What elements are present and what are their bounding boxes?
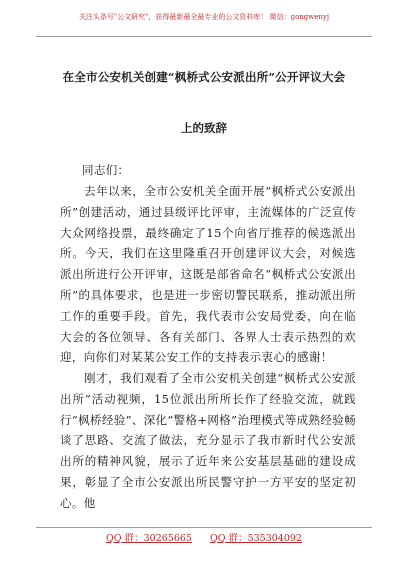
footer-qq-group-1: QQ 群：30265665 — [106, 533, 192, 544]
header-note: 关注头条号"公文研究"，获得最新最全最专业的公文资料库！ 微信：gongwenyj — [78, 13, 330, 21]
footer-divider — [36, 527, 372, 528]
footer — [0, 533, 408, 545]
salutation: 同志们： — [82, 163, 130, 177]
body-paragraph: 刚才，我们观看了全市公安机关创建“枫桥式公安派出所”活动视频，15位派出所所长作了经验交流，就践行“枫桥经验”、深化“警格+网格”治理模式等成熟经验畅谈了思路、交流了做法，充分显示了我市新时代公安派出所的精神风貌，展示了近年来公安基层基础的建设成果，彰显了全市公安派出所民警守护一方平安的坚定初心。他 — [60, 371, 356, 510]
document-title-continued: 上的致辞 — [181, 121, 227, 135]
header-divider — [36, 36, 372, 37]
document-title: 在全市公安机关创建“枫桥式公安派出所”公开评议大会 — [62, 70, 346, 84]
footer-qq-group-2: QQ 群：535304092 — [209, 533, 302, 544]
body-paragraph: 去年以来，全市公安机关全面开展“枫桥式公安派出所”创建活动，通过县级评比评审，主流媒体的广泛宣传大众网络投票，最终确定了15个向省厅推荐的候选派出所。今天，我们在这里隆重召开创建评议大会，对候选派出所进行公开评审，这既是部省命名“枫桥式公安派出所”的具体要求，也是进一步密切警民联系，推动派出所工作的重要手段。首先，我代表市公安局党委，向在临大会的各位领导、各有关部门、各界人士表示热烈的欢迎，向你们对某某公安工作的支持表示衷心的感谢！ — [60, 184, 356, 365]
